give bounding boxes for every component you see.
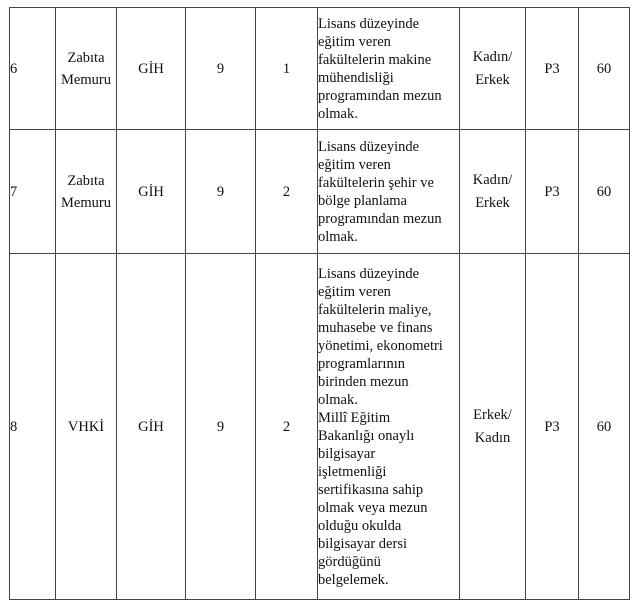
requirement-line: olduğu okulda [318, 517, 402, 534]
requirement-line: Millî Eğitim [318, 409, 391, 426]
class-value: GİH [138, 60, 164, 77]
requirement-line: olmak. [318, 105, 358, 122]
requirement-line: eğitim veren [318, 156, 391, 173]
row-number: 8 [10, 418, 18, 435]
gender-cell [460, 130, 526, 254]
requirement-line: programından mezun [318, 210, 442, 227]
position-title-line: Zabıta [67, 49, 105, 66]
degree-cell [186, 254, 256, 600]
min-score-cell [579, 254, 630, 600]
requirement-line: bilgisayar dersi [318, 535, 407, 552]
degree-cell [186, 130, 256, 254]
requirement-line: fakültelerin makine [318, 51, 432, 68]
degree-value: 9 [216, 183, 225, 200]
requirement-line: muhasebe ve finans [318, 319, 433, 336]
min-score-value: 60 [596, 60, 612, 77]
position-title-cell [56, 130, 117, 254]
min-score-cell [579, 130, 630, 254]
gender-line: Erkek [475, 71, 510, 88]
degree-cell [186, 8, 256, 130]
requirement-line: gördüğünü [318, 553, 381, 570]
table-row [10, 254, 630, 600]
table-row [10, 130, 630, 254]
count-cell [256, 130, 318, 254]
position-title-cell [56, 8, 117, 130]
kpss-type-value: P3 [544, 183, 560, 200]
requirement-line: olmak. [318, 228, 358, 245]
count-value: 1 [282, 60, 291, 77]
kpss-type-value: P3 [544, 418, 560, 435]
position-title-cell [56, 254, 117, 600]
position-title-line: Memuru [61, 194, 111, 211]
requirement-line: belgelemek. [318, 571, 389, 588]
requirement-line: eğitim veren [318, 283, 391, 300]
gender-line: Kadın/ [472, 171, 513, 188]
requirement-line: olmak. [318, 391, 358, 408]
position-title-line: VHKİ [67, 418, 105, 435]
requirement-line: mühendisliği [318, 69, 394, 86]
requirement-line: Lisans düzeyinde [318, 265, 420, 282]
gender-line: Erkek/ [473, 406, 512, 423]
class-value: GİH [138, 418, 164, 435]
row-number-cell [10, 8, 56, 130]
requirement-line: bilgisayar [318, 445, 376, 462]
requirement-line: fakültelerin maliye, [318, 301, 432, 318]
min-score-value: 60 [596, 418, 612, 435]
table-row [10, 8, 630, 130]
gender-cell [460, 8, 526, 130]
requirement-cell [318, 130, 460, 254]
requirement-line: işletmenliği [318, 463, 387, 480]
row-number-cell [10, 254, 56, 600]
requirement-line: yönetimi, ekonometri [318, 337, 443, 354]
count-cell [256, 254, 318, 600]
requirement-line: programlarının [318, 355, 405, 372]
class-value: GİH [138, 183, 164, 200]
requirement-line: Bakanlığı onaylı [318, 427, 415, 444]
requirement-line: Lisans düzeyinde [318, 138, 420, 155]
class-cell [117, 8, 186, 130]
position-title-line: Zabıta [67, 172, 105, 189]
positions-table [9, 7, 630, 600]
gender-line: Kadın [474, 429, 511, 446]
count-value: 2 [282, 183, 291, 200]
requirement-line: programından mezun [318, 87, 442, 104]
gender-line: Kadın/ [472, 48, 513, 65]
count-value: 2 [282, 418, 291, 435]
row-number: 6 [10, 60, 18, 77]
kpss-type-cell [526, 254, 579, 600]
requirement-line: fakültelerin şehir ve [318, 174, 434, 191]
gender-cell [460, 254, 526, 600]
kpss-type-value: P3 [544, 60, 560, 77]
degree-value: 9 [216, 418, 225, 435]
requirement-line: sertifikasına sahip [318, 481, 424, 498]
requirement-line: olmak veya mezun [318, 499, 428, 516]
requirement-cell [318, 8, 460, 130]
requirement-line: bölge planlama [318, 192, 407, 209]
requirement-line: birinden mezun [318, 373, 409, 390]
degree-value: 9 [216, 60, 225, 77]
count-cell [256, 8, 318, 130]
gender-line: Erkek [475, 194, 510, 211]
kpss-type-cell [526, 8, 579, 130]
requirement-cell [318, 254, 460, 600]
requirement-line: Lisans düzeyinde [318, 15, 420, 32]
position-title-line: Memuru [61, 71, 111, 88]
min-score-value: 60 [596, 183, 612, 200]
row-number: 7 [10, 183, 18, 200]
requirement-line: eğitim veren [318, 33, 391, 50]
class-cell [117, 130, 186, 254]
class-cell [117, 254, 186, 600]
min-score-cell [579, 8, 630, 130]
kpss-type-cell [526, 130, 579, 254]
row-number-cell [10, 130, 56, 254]
